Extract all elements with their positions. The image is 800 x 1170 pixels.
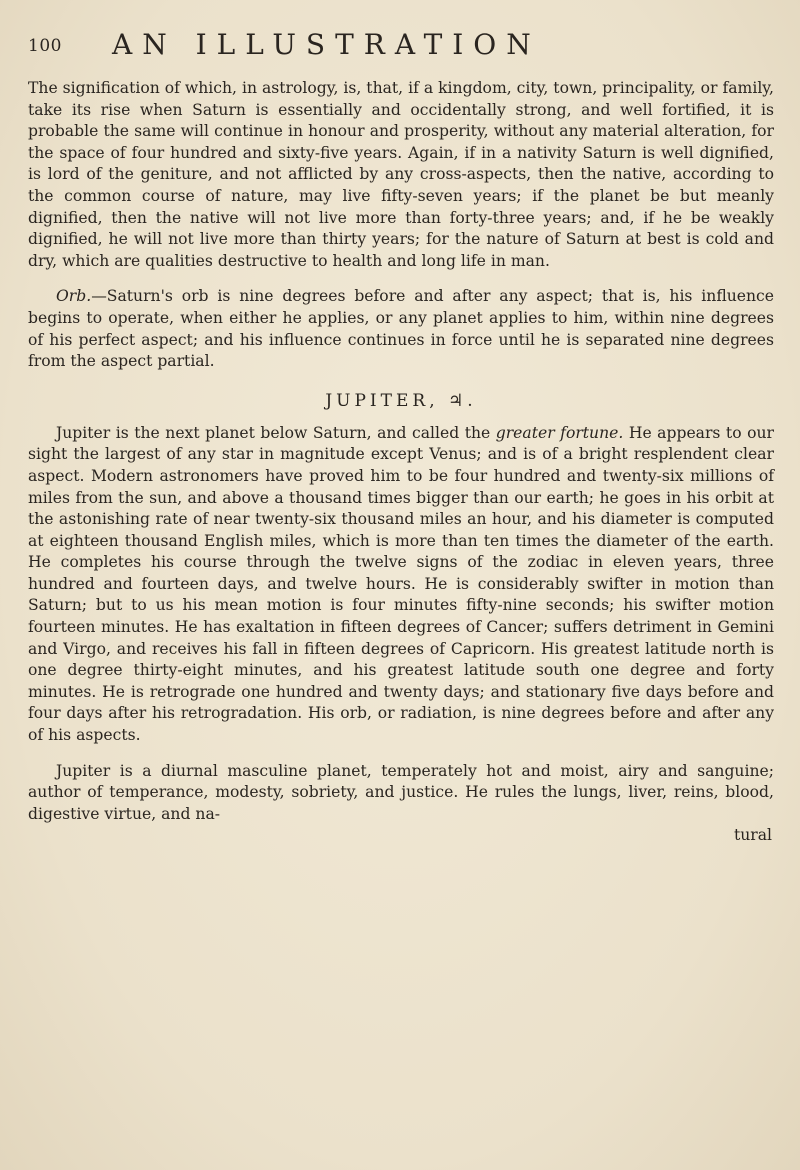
paragraph-jupiter-description: [28, 423, 774, 747]
jupiter-text-rest: He appears to our sight the largest of any star in magnitude except Venus; and is of a bright resplendent clear aspect. Modern astronomers have proved him to be four hundred and twenty-six millions of miles from the sun, and above a thousand times bigger than our earth; he goes in his orbit at the astonishing rate of near twenty-six thousand miles an hour, and his diameter is computed at eighteen thousand English miles, which is more than ten times the diameter of the earth. He completes his course through the twelve signs of the zodiac in eleven years, three hundred and fourteen days, and twelve hours. He is considerably swifter in motion than Saturn; but to us his mean motion is four minutes fifty-nine seconds; his swifter motion fourteen minutes. He has exaltation in fifteen degrees of Cancer; suffers detriment in Gemini and Virgo, and receives his fall in fifteen degrees of Capricorn. His greatest latitude north is one degree thirty-eight minutes, and his greatest latitude south one degree and forty minutes. He is retrograde one hundred and twenty days; and stationary five days before and four days after his retrogradation. His orb, or radiation, is nine degrees before and after any of his aspects.: [28, 423, 774, 745]
paragraph-signification: The signification of which, in astrology, is, that, if a kingdom, city, town, principality, or family, take its rise when Saturn is essentially and occidentally strong, and well fortified, it is probable the same will continue in honour and prosperity, without any material alteration, for the space of four hundred and sixty-five years. Again, if in a nativity Saturn is well dignified, is lord of the geniture, and not afflicted by any cross-aspects, then the native, according to the common course of nature, may live fifty-seven years; if the planet be but meanly dignified, then the native will not live more than forty-three years; and, if he be weakly dignified, he will not live more than thirty years; for the nature of Saturn at best is cold and dry, which are qualities destructive to health and long life in man.: [28, 79, 774, 270]
paragraph-orb: [28, 286, 774, 372]
running-title: AN ILLUSTRATION: [112, 28, 541, 61]
page-number: 100: [28, 36, 62, 56]
running-head: [28, 20, 774, 78]
paragraph-jupiter-nature: Jupiter is a diurnal masculine planet, temperately hot and moist, airy and sanguine; author of temperance, modesty, sobriety, and justice. He rules the lungs, liver, reins, blood, digestive virtue, and na-: [28, 761, 774, 823]
jupiter-greater-fortune: greater fortune.: [495, 423, 624, 442]
section-heading-jupiter: JUPITER, ♃.: [325, 390, 477, 411]
orb-label: Orb.: [56, 287, 92, 306]
orb-text: —Saturn's orb is nine degrees before and after any aspect; that is, his influence begins to operate, when either he applies, or any planet applies to him, within nine degrees of his perfect aspect; and his influence continues in force until he is separated nine degrees from the aspect partial.: [28, 287, 774, 371]
catchword: tural: [733, 826, 772, 845]
jupiter-text-start: Jupiter is the next planet below Saturn, and called the: [56, 423, 496, 442]
